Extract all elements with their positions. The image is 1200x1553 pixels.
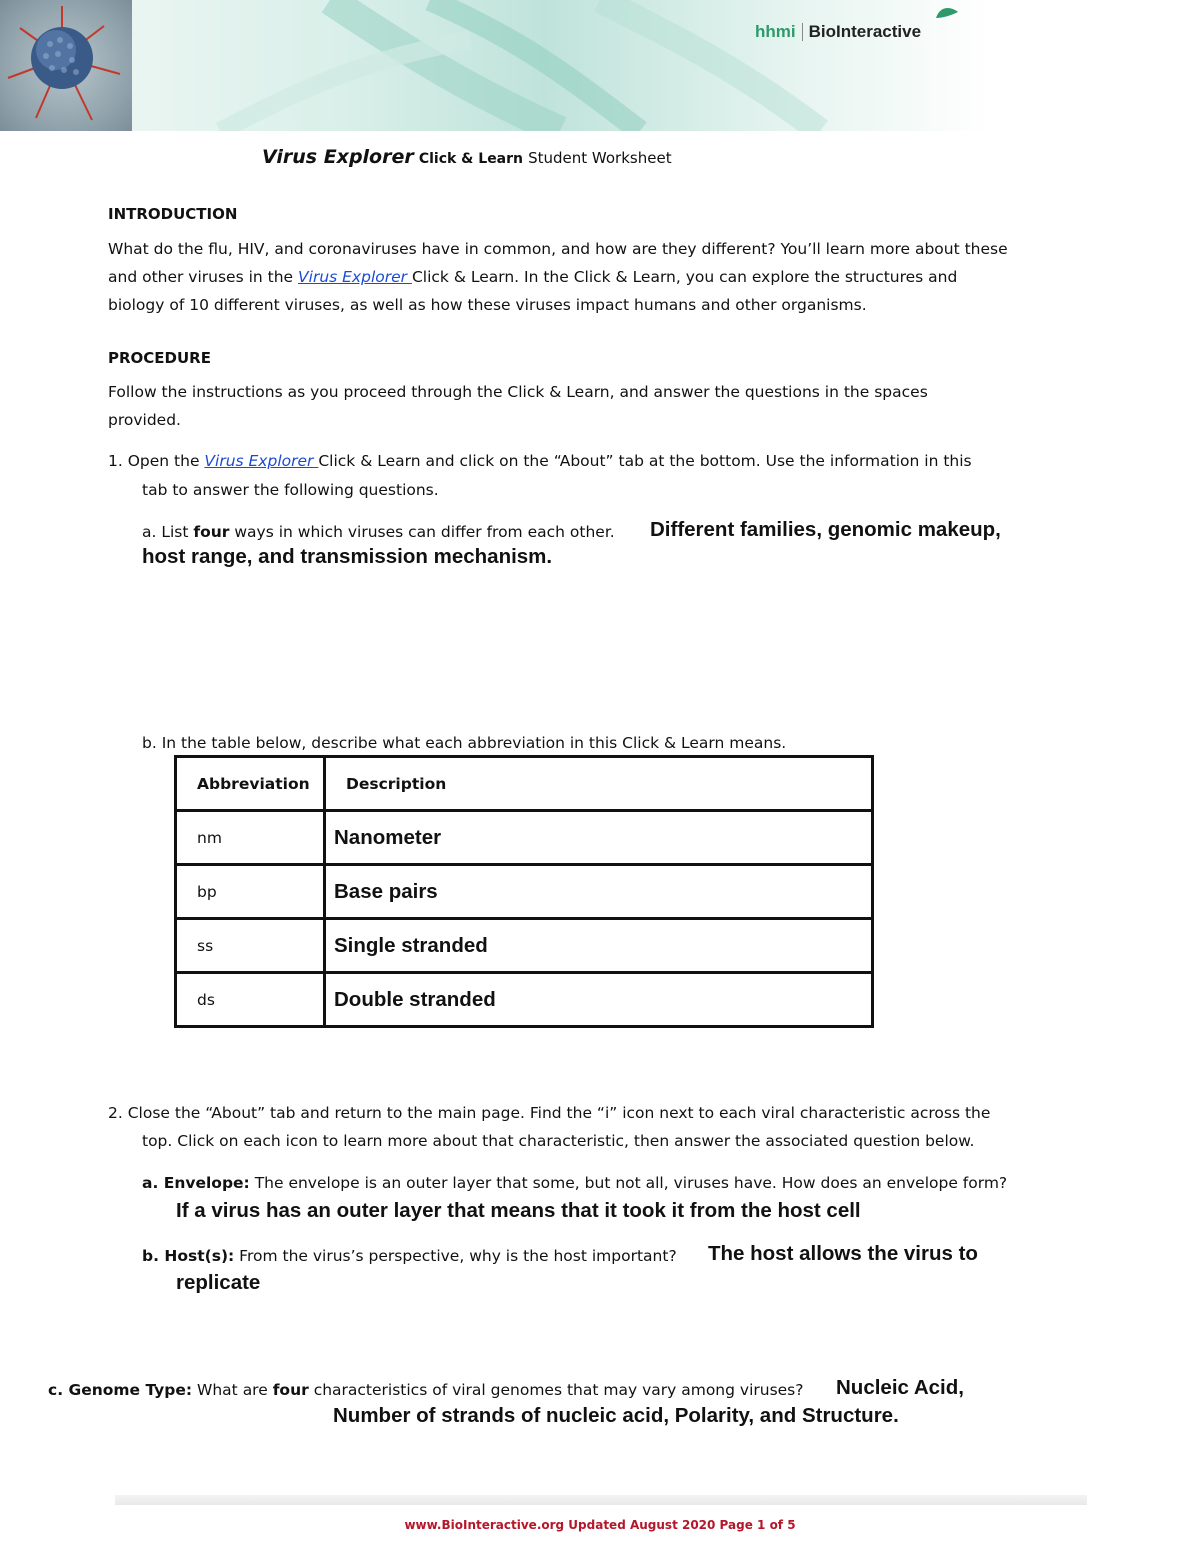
table-row [176,865,873,919]
header-description: Description [325,757,873,811]
q2c-bold: four [272,1381,309,1399]
intro-line-1: What do the flu, HIV, and coronaviruses have in common, and how are they different? You’ll learn more about these [108,240,1008,258]
intro-line-3: biology of 10 different viruses, as well as how these viruses impact humans and other organisms. [108,296,867,314]
q2a-answer: If a virus has an outer layer that means that it took it from the host cell [176,1199,861,1222]
logo-divider [802,23,803,41]
header-banner [0,0,990,131]
desc-cell[interactable]: Base pairs [325,865,873,919]
table-header-row [176,757,873,811]
q2b-answer-line-1: The host allows the virus to [708,1242,978,1265]
q2c-label: c. Genome Type: [48,1381,193,1399]
q2b-answer-line-2: replicate [176,1271,261,1294]
q1b-prompt: b. In the table below, describe what each abbreviation in this Click & Learn means. [142,734,787,752]
q1a-answer-line-2: host range, and transmission mechanism. [142,545,553,568]
table-row [176,919,873,973]
title-type: Student Worksheet [528,149,672,167]
desc-cell[interactable]: Single stranded [325,919,873,973]
q1a-post: ways in which viruses can differ from each other. [229,523,615,541]
intro-line-2-pre: and other viruses in the [108,268,299,286]
q1-pre: 1. Open the [108,452,205,470]
q1a-prompt [142,522,615,542]
q2b-prompt [142,1246,677,1266]
procedure-line-2: provided. [108,411,181,429]
q2a-prompt [142,1173,1007,1193]
leaf-icon [932,4,962,22]
q2-line-2: top. Click on each icon to learn more about that characteristic, then answer the associated question below. [142,1132,975,1150]
q1-post: Click & Learn and click on the “About” tab at the bottom. Use the information in this [318,452,972,470]
q2-line-1: 2. Close the “About” tab and return to the main page. Find the “i” icon next to each viral characteristic across the [108,1104,991,1122]
title-subtitle: Click & Learn [418,151,524,167]
q2a-label: a. Envelope: [142,1174,250,1192]
footer-divider [115,1495,1087,1505]
table-row [176,973,873,1027]
q1-line-2: tab to answer the following questions. [142,481,439,499]
abbr-cell: nm [176,811,325,865]
q2c-answer-line-2: Number of strands of nucleic acid, Polarity, and Structure. [333,1404,899,1427]
q2b-text: From the virus’s perspective, why is the host important? [234,1247,677,1265]
procedure-line-1: Follow the instructions as you proceed through the Click & Learn, and answer the questions in the spaces [108,383,928,401]
page-title [262,146,672,168]
title-name: Virus Explorer [262,146,414,168]
q2b-label: b. Host(s): [142,1247,235,1265]
q2c-text-post: characteristics of viral genomes that may vary among viruses? [308,1381,804,1399]
intro-line-2-post: Click & Learn. In the Click & Learn, you can explore the structures and [411,268,958,286]
abbr-cell: ds [176,973,325,1027]
biointeractive-logo [755,20,921,44]
page-footer: www.BioInteractive.org Updated August 2020 Page 1 of 5 [404,1518,796,1532]
q2a-text: The envelope is an outer layer that some, but not all, viruses have. How does an envelope form? [249,1174,1008,1192]
hhmi-logo-text: hhmi [755,22,796,41]
abbr-cell: bp [176,865,325,919]
abbr-cell: ss [176,919,325,973]
q2c-text-pre: What are [192,1381,273,1399]
q1-virus-explorer-link[interactable]: Virus Explorer [204,452,319,470]
desc-cell[interactable]: Nanometer [325,811,873,865]
table-row [176,811,873,865]
introduction-heading: INTRODUCTION [108,205,238,223]
q1a-pre: a. List [142,523,194,541]
q1a-answer-line-1: Different families, genomic makeup, [650,518,1001,541]
q1-line-1 [108,451,972,471]
abbreviation-table [174,755,874,1028]
q1a-bold: four [193,523,230,541]
virus-explorer-link[interactable]: Virus Explorer [298,268,412,286]
q2c-prompt [48,1380,803,1400]
header-abbreviation: Abbreviation [176,757,325,811]
biointeractive-logo-text: BioInteractive [808,22,922,41]
q2c-answer-line-1: Nucleic Acid, [836,1376,964,1399]
intro-line-2 [108,267,957,287]
desc-cell[interactable]: Double stranded [325,973,873,1027]
procedure-heading: PROCEDURE [108,349,211,367]
